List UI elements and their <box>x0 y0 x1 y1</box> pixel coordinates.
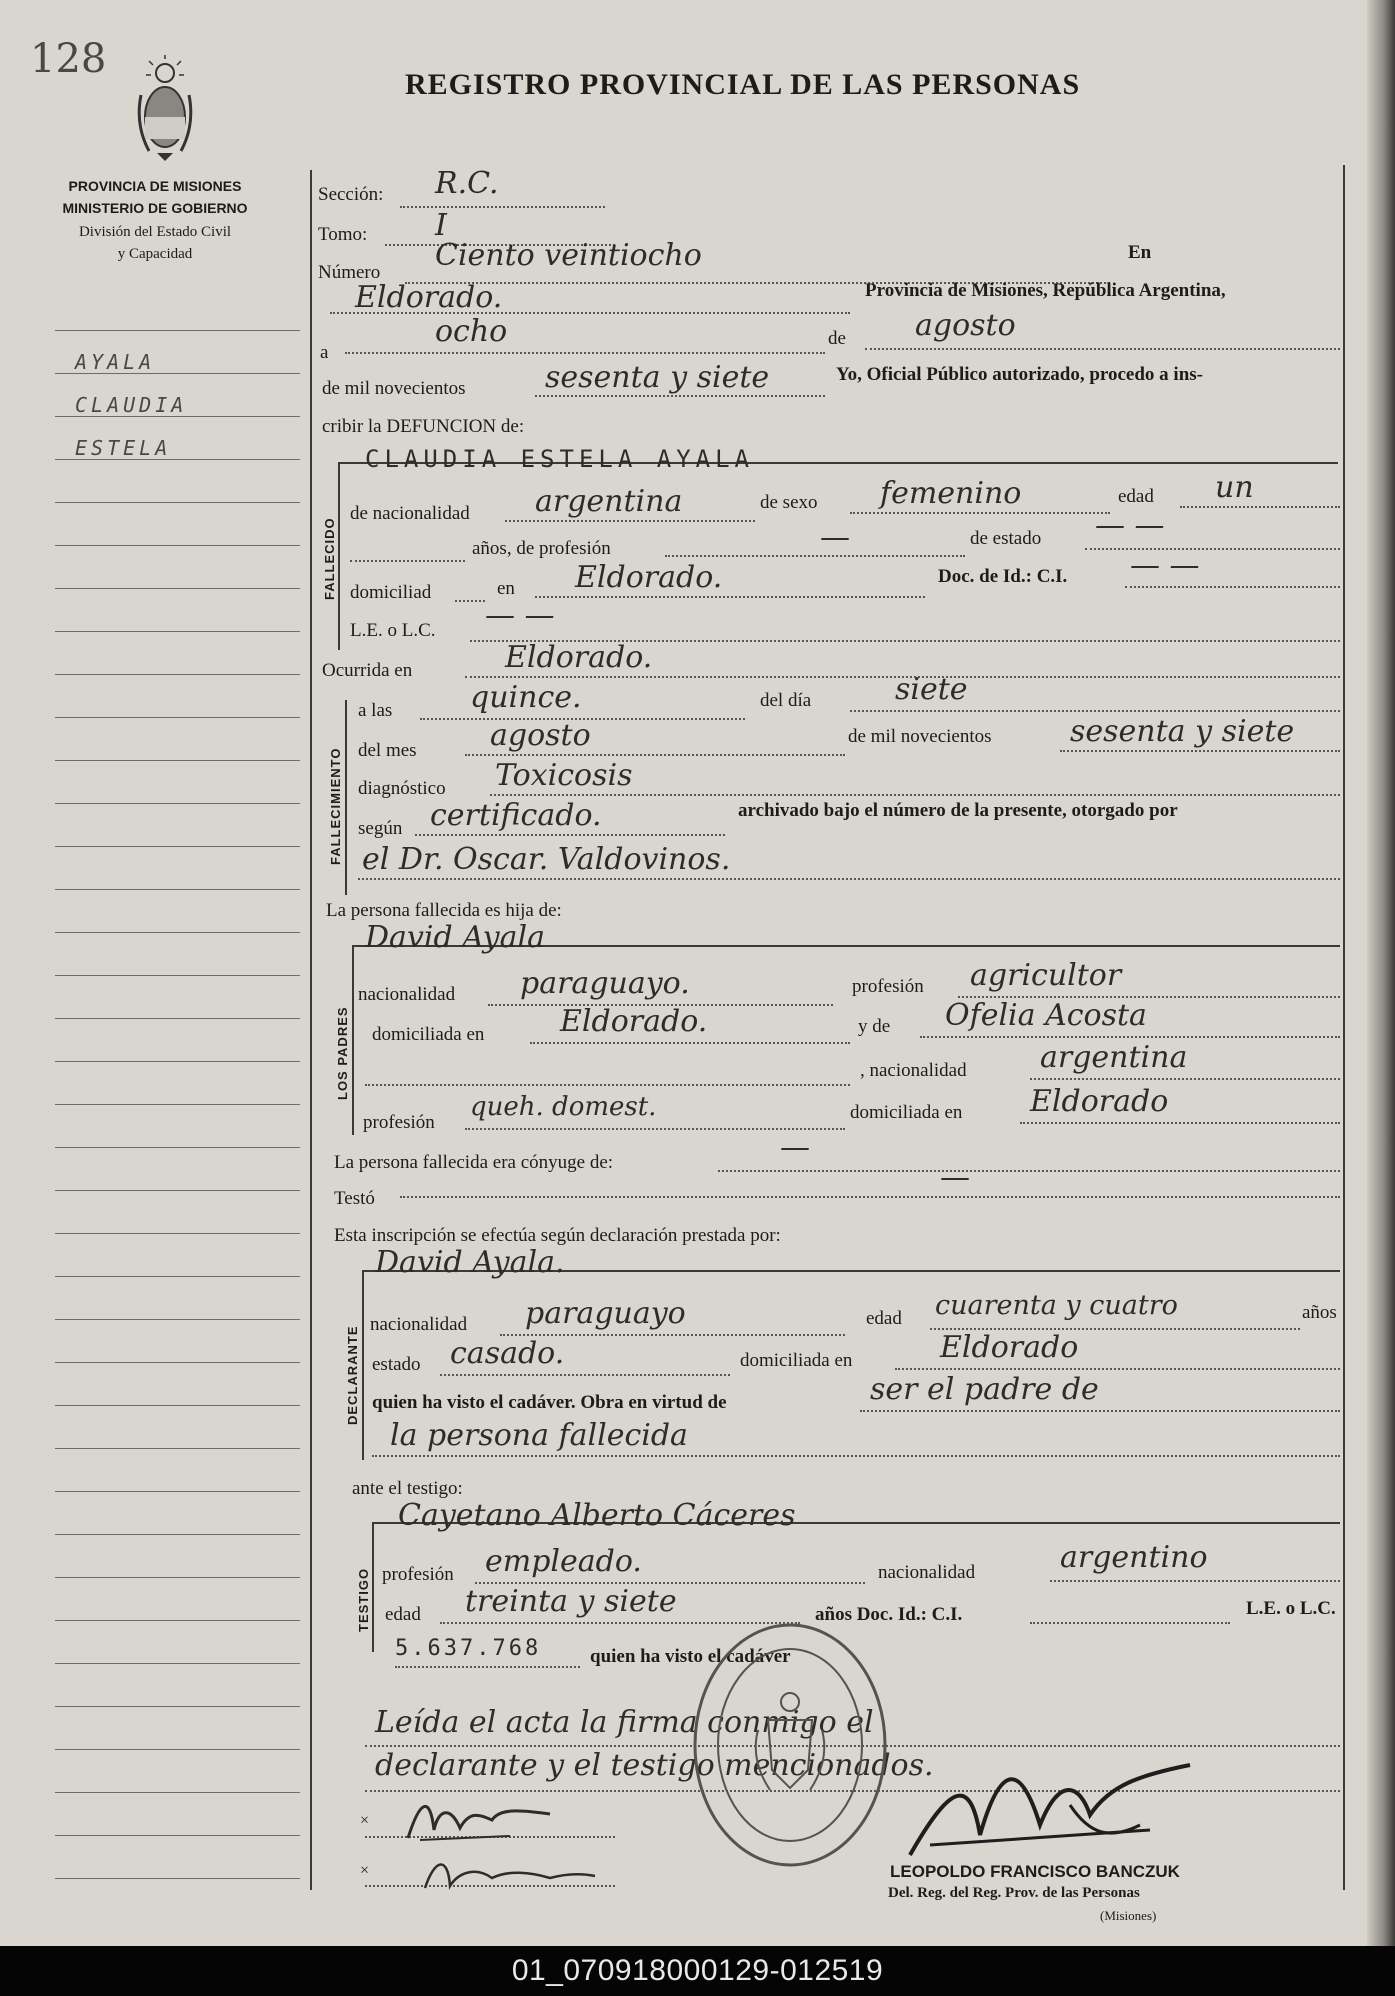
margin-rule-line <box>55 631 300 632</box>
value-doc: — — <box>1130 548 1200 583</box>
label-del-dia: del día <box>760 690 812 711</box>
value-decl-virtud: ser el padre de <box>870 1372 1099 1407</box>
value-padre-prof: agricultor <box>970 958 1122 993</box>
label-testo: Testó <box>334 1188 375 1209</box>
label-nac-d: nacionalidad <box>370 1314 468 1335</box>
side-label-fallecido: FALLECIDO <box>322 517 337 600</box>
line-decl-estado <box>440 1374 730 1376</box>
form-left-border <box>310 170 312 1890</box>
line-mes-f <box>465 754 845 756</box>
label-profesion2: profesión <box>363 1112 435 1133</box>
label-domiciliada-en2: domiciliada en <box>850 1102 963 1123</box>
signature-mark-1: × <box>360 1812 370 1829</box>
line-domiciliad <box>455 600 485 602</box>
value-ocurrida: Eldorado. <box>505 640 653 675</box>
value-anio: sesenta y siete <box>545 360 770 395</box>
label-quien2: quien ha visto el cadáver <box>590 1646 791 1667</box>
value-numero: Ciento veintiocho <box>435 238 702 273</box>
margin-rule-line <box>55 1620 300 1621</box>
label-y-de: y de <box>858 1016 891 1037</box>
official-seal <box>690 1620 890 1870</box>
page-edge <box>1367 0 1395 1946</box>
label-edad-d: edad <box>866 1308 902 1329</box>
label-le-lc: L.E. o L.C. <box>350 620 436 641</box>
margin-rule-line <box>55 803 300 804</box>
label-domiciliada-en: domiciliada en <box>372 1024 485 1045</box>
line-anio <box>535 395 825 397</box>
line-edad2 <box>350 560 465 562</box>
value-test-ci: 5.637.768 <box>395 1636 542 1661</box>
value-diagnostico: Toxicosis <box>495 758 633 793</box>
label-profesion: profesión <box>852 976 924 997</box>
official-region: (Misiones) <box>1100 1908 1157 1923</box>
value-decl-nac: paraguayo <box>525 1296 686 1331</box>
value-decl-estado: casado. <box>450 1336 565 1371</box>
margin-rule-line <box>55 889 300 890</box>
value-madre-nac: argentina <box>1040 1040 1188 1075</box>
label-nacionalidad2: , nacionalidad <box>860 1060 967 1081</box>
value-tomo: I <box>435 208 447 243</box>
label-tomo: Tomo: <box>318 224 368 245</box>
line-domicilio <box>535 596 925 598</box>
value-madre: Ofelia Acosta <box>945 998 1147 1033</box>
value-madre-prof: queh. domest. <box>470 1092 657 1122</box>
line-dia <box>345 352 825 354</box>
label-de-mil: de mil novecientos <box>322 378 466 399</box>
side-label-declarante: DECLARANTE <box>345 1325 360 1425</box>
margin-rule-line <box>55 1835 300 1836</box>
margin-rule-line <box>55 1018 300 1019</box>
margin-rule-line <box>55 1448 300 1449</box>
label-del-mes: del mes <box>358 740 417 761</box>
value-nombre: CLAUDIA ESTELA AYALA <box>365 445 754 473</box>
padres-box-border <box>352 945 354 1135</box>
dept-line-1: PROVINCIA DE MISIONES <box>68 178 242 194</box>
margin-rule-line <box>55 1061 300 1062</box>
value-mes-f: agosto <box>490 718 591 753</box>
value-mes: agosto <box>915 308 1016 343</box>
label-diagnostico: diagnóstico <box>358 778 446 799</box>
label-prof-t: profesión <box>382 1564 454 1585</box>
label-nac-t: nacionalidad <box>878 1562 976 1583</box>
margin-rule-line <box>55 545 300 546</box>
margin-rule-line <box>55 1104 300 1105</box>
form-right-border <box>1343 165 1345 1890</box>
label-provincia: Provincia de Misiones, República Argentina, <box>865 280 1226 301</box>
margin-rule-line <box>55 760 300 761</box>
value-declarante: David Ayala. <box>375 1245 565 1280</box>
margin-rule-line <box>55 1319 300 1320</box>
line-test-ci <box>395 1666 580 1668</box>
margin-rule-line <box>55 1190 300 1191</box>
label-doc: Doc. de Id.: C.I. <box>938 566 1068 587</box>
line-padre-dom <box>530 1042 850 1044</box>
margin-rule-line <box>55 502 300 503</box>
value-padre-nac: paraguayo. <box>520 966 690 1001</box>
margin-rule-line <box>55 717 300 718</box>
declarante-signature <box>400 1790 560 1850</box>
side-label-fallecimiento: FALLECIMIENTO <box>328 747 343 865</box>
value-seccion: R.C. <box>435 166 499 201</box>
label-le-lc2: L.E. o L.C. <box>1246 1598 1336 1619</box>
fallecimiento-box-border <box>345 700 347 895</box>
value-estado: — — <box>1095 508 1165 543</box>
line-edad <box>1180 506 1340 508</box>
value-padre: David Ayala <box>365 920 545 955</box>
label-numero: Número <box>318 262 381 283</box>
label-de-mil2: de mil novecientos <box>848 726 992 747</box>
value-madre-dom: Eldorado <box>1030 1084 1169 1119</box>
label-archivado: archivado bajo el número de la presente, otorgado por <box>738 800 1178 821</box>
margin-rule-line <box>55 1362 300 1363</box>
margin-rule-line <box>55 1405 300 1406</box>
value-testo: — <box>940 1160 970 1195</box>
label-sexo: de sexo <box>760 492 818 513</box>
value-test-nac: argentino <box>1060 1540 1208 1575</box>
margin-rule-line <box>55 1577 300 1578</box>
line-decl-virtud <box>860 1410 1340 1412</box>
margin-surname: AYALA <box>75 350 156 374</box>
official-title: Del. Reg. del Reg. Prov. de las Personas <box>888 1885 1140 1901</box>
value-decl-virtud2: la persona fallecida <box>390 1418 688 1453</box>
line-nacionalidad <box>505 520 755 522</box>
label-segun: según <box>358 818 403 839</box>
line-test-doc <box>1030 1622 1230 1624</box>
label-estado-d: estado <box>372 1354 421 1375</box>
label-ocurrida: Ocurrida en <box>322 660 413 681</box>
label-en: En <box>1128 242 1152 263</box>
label-inscribir: cribir la DEFUNCION de: <box>322 416 525 437</box>
margin-rule-line <box>55 1276 300 1277</box>
label-domiciliad: domiciliad <box>350 582 432 603</box>
side-label-testigo: TESTIGO <box>356 1567 371 1632</box>
label-nac-p: nacionalidad <box>358 984 456 1005</box>
value-domicilio: Eldorado. <box>575 560 723 595</box>
label-quien: quien ha visto el cadáver. Obra en virtud de <box>372 1392 727 1413</box>
label-ante: ante el testigo: <box>352 1478 463 1499</box>
line-sexo <box>850 512 1110 514</box>
testigo-box-border <box>372 1522 374 1652</box>
side-label-padres: LOS PADRES <box>335 1006 350 1100</box>
label-estado: de estado <box>970 528 1042 549</box>
line-segun <box>415 834 725 836</box>
line-medico <box>358 878 1340 880</box>
signature-mark-2: × <box>360 1862 370 1879</box>
dept-line-3: División del Estado Civil <box>78 224 232 240</box>
line-madre-dom <box>1020 1122 1340 1124</box>
line-test-nac <box>1050 1580 1340 1582</box>
label-a-las: a las <box>358 700 393 721</box>
line-profesion <box>665 555 965 557</box>
margin-rule-line <box>55 1147 300 1148</box>
value-sexo: femenino <box>880 476 1022 511</box>
label-a: a <box>320 342 329 363</box>
line-mes <box>865 348 1340 350</box>
value-nacionalidad: argentina <box>535 484 683 519</box>
margin-first-name: CLAUDIA <box>75 393 188 417</box>
value-profesion: — <box>820 520 850 555</box>
line-diagnostico <box>490 794 1340 796</box>
official-signature <box>890 1745 1210 1865</box>
label-anos-prof: años, de profesión <box>472 538 611 559</box>
line-dia-f <box>850 710 1340 712</box>
filename-footer: 01_070918000129-012519 <box>0 1946 1395 1996</box>
value-hora: quince. <box>470 680 582 715</box>
margin-rule-line <box>55 932 300 933</box>
line-doc <box>1125 586 1340 588</box>
margin-rule-line <box>55 1792 300 1793</box>
label-yo: Yo, Oficial Público autorizado, procedo a ins- <box>836 364 1203 385</box>
declarante-box-border <box>362 1270 364 1460</box>
value-dia: ocho <box>435 314 508 349</box>
form-title: REGISTRO PROVINCIAL DE LAS PERSONAS <box>405 68 1081 101</box>
margin-rule-line <box>55 330 300 331</box>
value-lugar: Eldorado. <box>355 280 503 315</box>
line-madre <box>920 1036 1340 1038</box>
label-edad-t: edad <box>385 1604 421 1625</box>
margin-rule-line <box>55 1749 300 1750</box>
margin-rule-line <box>55 1706 300 1707</box>
line-madre-nac <box>1030 1078 1340 1080</box>
line-estado <box>1085 548 1340 550</box>
value-medico: el Dr. Oscar. Valdovinos. <box>362 842 731 877</box>
line-decl-dom <box>895 1368 1340 1370</box>
value-decl-dom: Eldorado <box>940 1330 1079 1365</box>
label-de: de <box>828 328 846 349</box>
line-anio-f <box>1060 750 1340 752</box>
dept-line-2: MINISTERIO DE GOBIERNO <box>62 200 248 216</box>
coat-of-arms-icon <box>135 55 195 165</box>
testigo-signature <box>420 1848 600 1896</box>
value-padre-dom: Eldorado. <box>560 1004 708 1039</box>
label-seccion: Sección: <box>318 184 384 205</box>
value-edad: un <box>1215 470 1254 505</box>
label-nacionalidad: de nacionalidad <box>350 503 470 524</box>
margin-rule-line <box>55 674 300 675</box>
line-seccion <box>400 206 605 208</box>
fallecido-box-border <box>338 462 340 650</box>
label-hija-de: La persona fallecida es hija de: <box>326 900 562 921</box>
value-test-edad: treinta y siete <box>465 1584 677 1619</box>
line-madre2 <box>365 1084 850 1086</box>
margin-rule-line <box>55 1491 300 1492</box>
margin-rule-line <box>55 846 300 847</box>
label-edad: edad <box>1118 486 1154 507</box>
margin-rule-line <box>55 1233 300 1234</box>
value-testigo: Cayetano Alberto Cáceres <box>398 1498 796 1533</box>
line-decl-virtud2 <box>372 1455 1340 1457</box>
value-test-prof: empleado. <box>485 1544 642 1579</box>
page-number: 128 <box>30 36 107 82</box>
label-conyuge: La persona fallecida era cónyuge de: <box>334 1152 614 1173</box>
label-en2: en <box>497 578 515 599</box>
margin-rule-line <box>55 1663 300 1664</box>
value-anio-f: sesenta y siete <box>1070 714 1295 749</box>
label-anos-doc: años Doc. Id.: C.I. <box>815 1604 963 1625</box>
value-le-lc: — — <box>485 598 555 633</box>
value-segun: certificado. <box>430 798 602 833</box>
label-domiciliada-d: domiciliada en <box>740 1350 853 1371</box>
margin-rule-line <box>55 588 300 589</box>
line-conyuge <box>718 1170 1340 1172</box>
label-anos: años <box>1302 1302 1337 1323</box>
value-conyuge: — <box>780 1130 810 1165</box>
dept-line-4: y Capacidad <box>117 246 193 262</box>
value-nota1: Leída el acta la firma conmigo el <box>375 1705 874 1740</box>
value-nota2: declarante y el testigo mencionados. <box>375 1748 934 1783</box>
margin-rule-line <box>55 1878 300 1879</box>
margin-rule-line <box>55 975 300 976</box>
value-dia-f: siete <box>895 672 968 707</box>
line-testo <box>400 1196 1340 1198</box>
margin-middle-name: ESTELA <box>75 436 172 460</box>
margin-rule-line <box>55 1534 300 1535</box>
official-name: LEOPOLDO FRANCISCO BANCZUK <box>890 1862 1180 1881</box>
value-decl-edad: cuarenta y cuatro <box>935 1290 1178 1321</box>
label-declaracion: Esta inscripción se efectúa según declaración prestada por: <box>334 1225 781 1246</box>
